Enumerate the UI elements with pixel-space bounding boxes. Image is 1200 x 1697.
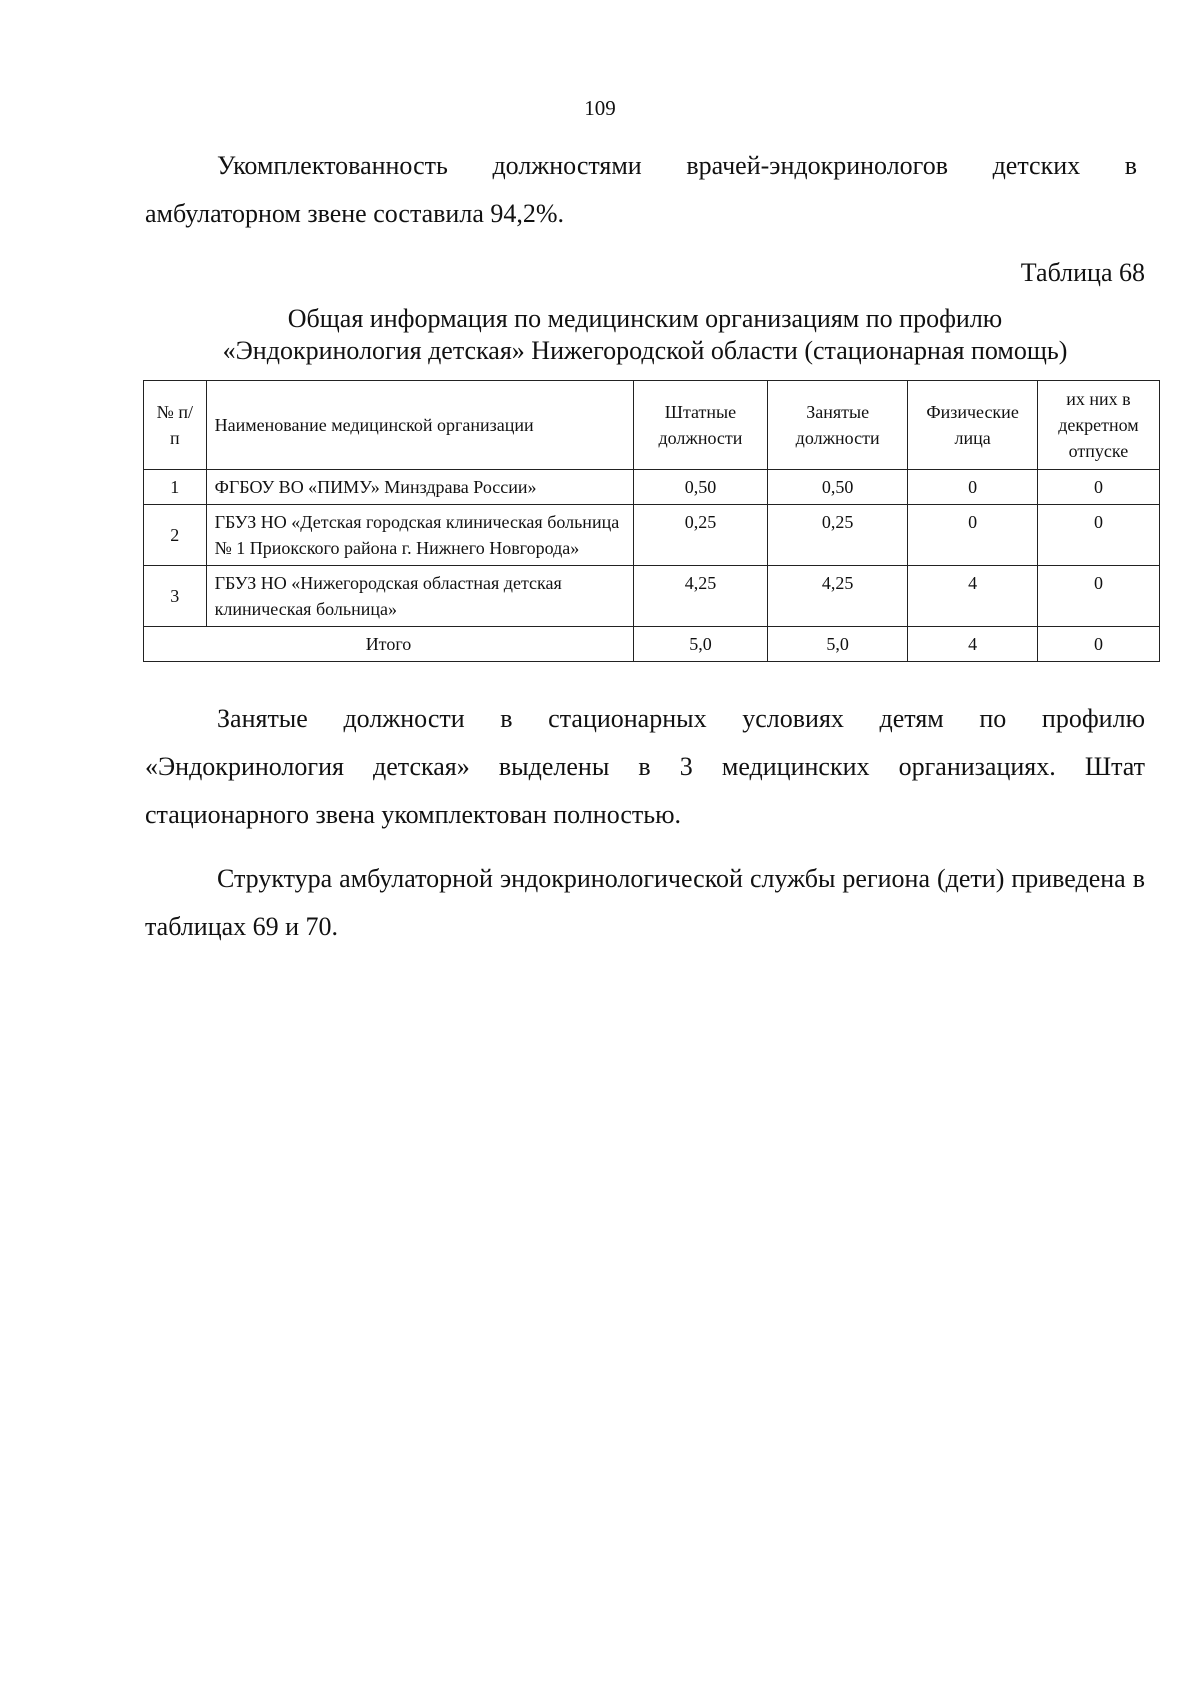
row-name: ГБУЗ НО «Нижегородская областная детская клиническая больница» — [206, 566, 633, 627]
table-row — [144, 505, 1160, 566]
page-number: 109 — [584, 96, 616, 120]
row-name: ГБУЗ НО «Детская городская клиническая больница № 1 Приокского района г. Нижнего Новгорода» — [206, 505, 633, 566]
row-maternity: 0 — [1037, 470, 1159, 505]
table-title-line-1: Общая информация по медицинским организациям по профилю — [287, 304, 1003, 333]
header-staff: Штатные должности — [633, 381, 767, 470]
total-label: Итого — [144, 627, 634, 662]
row-num: 1 — [144, 470, 207, 505]
row-maternity: 0 — [1037, 566, 1159, 627]
row-physical: 0 — [908, 505, 1038, 566]
paragraph-structure-reference: Структура амбулаторной эндокринологической службы региона (дети) приведена в таблицах 69 и 70. — [145, 864, 1145, 941]
total-staff: 5,0 — [633, 627, 767, 662]
table-title — [145, 303, 1145, 367]
row-occupied: 0,50 — [767, 470, 907, 505]
row-maternity: 0 — [1037, 505, 1159, 566]
row-physical: 4 — [908, 566, 1038, 627]
row-occupied: 0,25 — [767, 505, 907, 566]
header-occupied: Занятые должности — [767, 381, 907, 470]
table-title-line-2: «Эндокринология детская» Нижегородской области (стационарная помощь) — [222, 336, 1068, 365]
table-total-row — [144, 627, 1160, 662]
header-name: Наименование медицинской организации — [206, 381, 633, 470]
table-label: Таблица 68 — [1020, 258, 1145, 287]
intro-paragraph: Укомплектованность должностями врачей-эндокринологов детских в амбулаторном звене составила 94,2%. — [145, 151, 1137, 228]
paragraph-occupied-positions: Занятые должности в стационарных условиях детям по профилю «Эндокринология детская» выделены в 3 медицинских организациях. Штат стационарного звена укомплектован полностью. — [145, 704, 1145, 829]
header-maternity: их них в декретном отпуске — [1037, 381, 1159, 470]
header-physical: Физические лица — [908, 381, 1038, 470]
row-name: ФГБОУ ВО «ПИМУ» Минздрава России» — [206, 470, 633, 505]
total-occupied: 5,0 — [767, 627, 907, 662]
row-physical: 0 — [908, 470, 1038, 505]
total-physical: 4 — [908, 627, 1038, 662]
row-staff: 4,25 — [633, 566, 767, 627]
table-header-row — [144, 381, 1160, 470]
row-num: 3 — [144, 566, 207, 627]
table-row — [144, 470, 1160, 505]
header-num: № п/п — [144, 381, 207, 470]
row-num: 2 — [144, 505, 207, 566]
row-staff: 0,25 — [633, 505, 767, 566]
table-row — [144, 566, 1160, 627]
total-maternity: 0 — [1037, 627, 1159, 662]
row-occupied: 4,25 — [767, 566, 907, 627]
row-staff: 0,50 — [633, 470, 767, 505]
medical-organizations-table — [143, 380, 1160, 662]
